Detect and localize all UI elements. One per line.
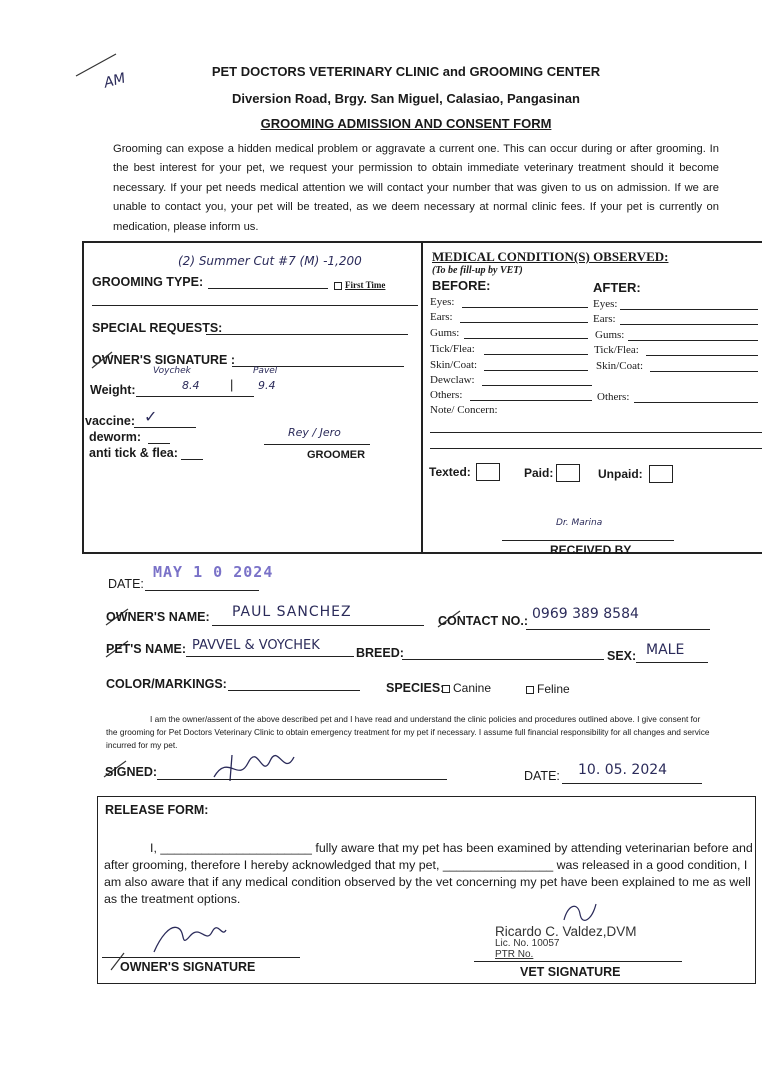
date-label: DATE:	[108, 577, 144, 591]
owner-signature-label: OWNER'S SIGNATURE :	[92, 353, 236, 367]
after-label: AFTER:	[593, 280, 641, 295]
after-item: Gums:	[595, 329, 625, 341]
weight-pet2-value: 9.4	[258, 379, 276, 392]
vet-name: Ricardo C. Valdez,DVM	[495, 924, 637, 939]
before-label: BEFORE:	[432, 278, 491, 293]
weight-pet1-name: Voychek	[153, 366, 191, 376]
checkbox-icon	[334, 282, 342, 290]
medical-title: MEDICAL CONDITION(S) OBSERVED:	[432, 249, 669, 264]
canine-label: Canine	[453, 681, 492, 695]
after-others-field[interactable]	[634, 402, 758, 403]
first-time-label: First Time	[345, 280, 386, 290]
release-owner-signature-scribble	[150, 918, 230, 958]
release-owner-signature-label: OWNER'S SIGNATURE	[120, 960, 256, 974]
note-label: Note/ Concern:	[430, 404, 498, 416]
grooming-type-label: GROOMING TYPE:	[92, 275, 204, 289]
vaccine-field[interactable]	[134, 427, 196, 428]
owner-signature-slash	[88, 348, 118, 372]
vet-license: Lic. No. 10057	[495, 938, 560, 949]
before-item: Others:	[430, 389, 463, 401]
before-dewclaw-field[interactable]	[482, 385, 592, 386]
vaccine-check-icon: ✓	[144, 407, 158, 426]
pet-name-value: PAVVEL & VOYCHEK	[192, 638, 320, 653]
corner-note: AM	[102, 70, 128, 92]
color-field[interactable]	[228, 690, 360, 691]
canine-checkbox[interactable]	[442, 681, 491, 695]
after-tick-field[interactable]	[646, 355, 758, 356]
unpaid-checkbox[interactable]	[649, 465, 673, 483]
before-item: Skin/Coat:	[430, 359, 478, 371]
groomer-label: GROOMER	[307, 449, 366, 461]
received-by-signature: Dr. Marina	[556, 518, 603, 528]
after-ears-field[interactable]	[620, 324, 758, 325]
signed-label: SIGNED:	[105, 765, 158, 779]
feline-checkbox[interactable]	[526, 682, 570, 696]
weight-field[interactable]	[136, 396, 254, 397]
first-time-checkbox[interactable]	[334, 280, 385, 290]
clinic-name: PET DOCTORS VETERINARY CLINIC and GROOMING CENTER	[211, 64, 601, 79]
after-eyes-field[interactable]	[620, 309, 758, 310]
sex-field[interactable]	[636, 662, 708, 663]
color-label: COLOR/MARKINGS:	[106, 677, 227, 691]
signed-field[interactable]	[157, 779, 447, 780]
weight-pet1-value: 8.4	[182, 379, 200, 392]
received-by-label: RECEIVED BY	[550, 543, 632, 557]
antitick-field[interactable]	[181, 459, 203, 460]
weight-pet2-name: Pavel	[253, 366, 278, 376]
date-stamp: MAY 1 0 2024	[153, 563, 274, 581]
after-item: Ears:	[593, 313, 616, 325]
breed-label: BREED:	[356, 646, 404, 660]
texted-checkbox[interactable]	[476, 463, 500, 481]
vaccine-label: vaccine:	[85, 414, 136, 428]
consent-text: I am the owner/assent of the above described pet and I have read and understand the clinic policies and procedures outlined above. I give consent for the grooming for Pet Doctors Veterinary Clinic to obtain emergency treatment for my pet if necessary. I assume full financial responsibility for all changes and service incurred for my pet.	[106, 714, 710, 750]
groomer-signature: Rey / Jero	[288, 426, 341, 439]
owner-name-value: PAUL SANCHEZ	[232, 604, 352, 620]
checkbox-icon	[526, 686, 534, 694]
before-item: Tick/Flea:	[430, 343, 475, 355]
contact-label: CONTACT NO.:	[438, 614, 529, 628]
before-item: Ears:	[430, 311, 453, 323]
before-item: Dewclaw:	[430, 374, 475, 386]
pet-name-label: PET'S NAME:	[106, 642, 187, 656]
vet-ptr: PTR No.	[495, 949, 534, 960]
before-item: Gums:	[430, 327, 460, 339]
before-tick-field[interactable]	[484, 354, 588, 355]
pet-name-field[interactable]	[186, 656, 354, 657]
release-title: RELEASE FORM:	[105, 803, 209, 817]
checkbox-icon	[442, 685, 450, 693]
before-gums-field[interactable]	[464, 338, 588, 339]
feline-label: Feline	[537, 682, 570, 696]
grooming-type-value: (2) Summer Cut #7 (M) -1,200	[178, 254, 362, 268]
after-item: Skin/Coat:	[596, 360, 644, 372]
release-owner-signature-field[interactable]	[102, 957, 300, 958]
special-requests-field[interactable]	[206, 334, 408, 335]
weight-label: Weight:	[90, 383, 136, 397]
vet-signature-field[interactable]	[474, 961, 682, 962]
before-ears-field[interactable]	[460, 322, 588, 323]
date-field[interactable]	[145, 590, 259, 591]
form-title: GROOMING ADMISSION AND CONSENT FORM	[260, 116, 552, 131]
box-divider	[421, 243, 423, 553]
contact-value: 0969 389 8584	[532, 606, 639, 622]
deworm-label: deworm:	[89, 430, 142, 444]
special-requests-label: SPECIAL REQUESTS:	[92, 321, 223, 335]
unpaid-label: Unpaid:	[598, 467, 643, 481]
breed-field[interactable]	[402, 659, 604, 660]
before-item: Eyes:	[430, 296, 455, 308]
weight-separator: |	[230, 377, 234, 392]
signed-date-field[interactable]	[562, 783, 702, 784]
before-others-field[interactable]	[470, 400, 592, 401]
note-field-2[interactable]	[430, 448, 762, 449]
release-text: I, ______________________ fully aware that my pet has been examined by attending veterinarian before and after grooming, therefore I hereby acknowledged that my pet, ________________ was released in a good condition, I am also aware that if any medical condition observed by the vet concerning my pet have been explained to me as well as the treatment options.	[104, 841, 753, 906]
before-eyes-field[interactable]	[462, 307, 588, 308]
note-field-1[interactable]	[430, 432, 762, 433]
signed-date-label: DATE:	[524, 769, 560, 783]
after-item: Others:	[597, 391, 630, 403]
vet-signature-label: VET SIGNATURE	[520, 965, 621, 979]
texted-label: Texted:	[429, 465, 471, 479]
after-skin-field[interactable]	[650, 371, 758, 372]
sex-label: SEX:	[607, 649, 637, 663]
species-label: SPECIES:	[386, 681, 445, 695]
intro-paragraph: Grooming can expose a hidden medical problem or aggravate a current one. This can occur during or after grooming. In the best interest for your pet, we request your permission to obtain immediate veterinary treatment should it become necessary. If your pet needs medical attention we will contact your number that was given to us on admission. If we are unable to contact you, your pet will be treated, as we deem necessary at normal clinic fees. If your pet is currently on medication, please inform us.	[113, 143, 719, 233]
contact-field[interactable]	[526, 629, 710, 630]
owner-name-label: OWNER'S NAME:	[106, 610, 210, 624]
owner-name-field[interactable]	[212, 625, 424, 626]
signed-date-value: 10. 05. 2024	[578, 762, 668, 778]
after-item: Eyes:	[593, 298, 618, 310]
sex-value: MALE	[646, 642, 685, 658]
antitick-label: anti tick & flea:	[89, 446, 178, 460]
after-item: Tick/Flea:	[594, 344, 639, 356]
deworm-field[interactable]	[148, 443, 170, 444]
after-gums-field[interactable]	[628, 340, 758, 341]
paid-label: Paid:	[524, 466, 554, 480]
medical-subtitle: (To be fill-up by VET)	[432, 265, 523, 276]
before-skin-field[interactable]	[484, 370, 588, 371]
clinic-address: Diversion Road, Brgy. San Miguel, Calasiao, Pangasinan	[232, 91, 580, 106]
paid-checkbox[interactable]	[556, 464, 580, 482]
